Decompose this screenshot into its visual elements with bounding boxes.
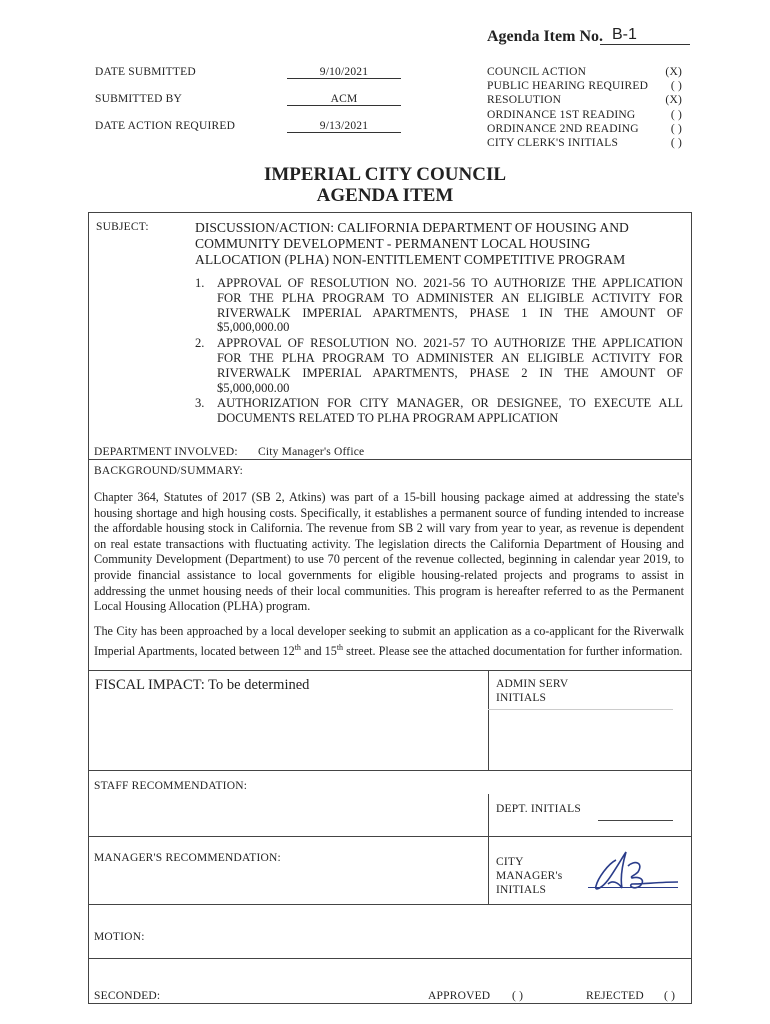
- divider: [88, 770, 691, 771]
- checkbox: (X): [665, 66, 682, 78]
- item-number: 1.: [195, 276, 205, 290]
- date-submitted-value: 9/10/2021: [287, 66, 401, 79]
- item-number: 3.: [195, 396, 205, 411]
- checkbox: ( ): [670, 137, 682, 150]
- divider: [88, 459, 691, 460]
- item-text: APPROVAL OF RESOLUTION NO. 2021-56 TO AUTHORIZE THE APPLICATION FOR THE PLHA PROGRAM TO ADMINISTER AN ELIGIBLE ACTIVITY FOR RIVERWALK IMPERIAL APARTMENTS, PHASE 1 IN THE AMOUNT OF $5,000,000.00: [217, 276, 683, 335]
- checklist-row: CITY CLERK'S INITIALS ( ): [487, 137, 682, 150]
- date-action-label: DATE ACTION REQUIRED: [95, 120, 236, 132]
- checkbox: (X): [665, 94, 682, 107]
- divider: [88, 670, 691, 671]
- rejected-checkbox: ( ): [664, 990, 676, 1002]
- dept-initials-label: DEPT. INITIALS: [496, 803, 581, 815]
- background-paragraph-2: The City has been approached by a local developer seeking to submit an application as a co-applicant for the Riverwalk Imperial Apartments, located between 12th and 15th street. Please see the attached documentation for further information.: [94, 624, 684, 658]
- approved-checkbox: ( ): [512, 990, 524, 1002]
- rejected-label: REJECTED: [586, 990, 644, 1002]
- subject-items: [195, 276, 683, 426]
- staff-recommendation-label: STAFF RECOMMENDATION:: [94, 780, 248, 792]
- checklist-row: COUNCIL ACTION (X): [487, 66, 682, 78]
- agenda-number: [600, 26, 690, 45]
- checklist-row: ORDINANCE 1ST READING ( ): [487, 108, 682, 121]
- checklist: [487, 65, 682, 150]
- department-value: City Manager's Office: [258, 446, 365, 458]
- subject-text: DISCUSSION/ACTION: CALIFORNIA DEPARTMENT OF HOUSING AND COMMUNITY DEVELOPMENT - PERMANENT LOCAL HOUSING ALLOCATION (PLHA) NON-ENTITLEMENT COMPETITIVE PROGRAM: [195, 220, 629, 267]
- divider-vertical: [488, 794, 489, 836]
- signature-icon: [588, 846, 680, 896]
- agenda-number-value: B-1: [612, 26, 637, 43]
- background-paragraph-1: Chapter 364, Statutes of 2017 (SB 2, Atkins) was part of a 15-bill housing package aimed at addressing the state's housing shortage and high housing costs. Specifically, it establishes a permanent source of funding intended to increase the affordable housing stock in California. The revenue from SB 2 will vary from year to year, as revenue is dependent on real estate transactions with fluctuating activity. The legislation directs the California Department of Housing and Community Development (Department) to use 70 percent of the revenue collected, beginning in calendar year 2019, to provide financial assistance to local governments for eligible housing-related projects and programs to assist in addressing the unmet housing needs of their local communities. This program is hereafter referred to as the Permanent Local Housing Allocation (PLHA) program.: [94, 490, 684, 614]
- item-text: AUTHORIZATION FOR CITY MANAGER, OR DESIGNEE, TO EXECUTE ALL DOCUMENTS RELATED TO PLHA PROGRAM APPLICATION: [217, 396, 683, 426]
- checklist-row: PUBLIC HEARING REQUIRED ( ): [487, 80, 682, 93]
- department-label: DEPARTMENT INVOLVED:: [94, 446, 238, 458]
- checklist-row: ORDINANCE 2ND READING ( ): [487, 122, 682, 135]
- divider-vertical: [488, 836, 489, 904]
- item-number: 2.: [195, 336, 205, 351]
- checkbox: ( ): [670, 80, 682, 93]
- list-item: [195, 396, 683, 426]
- background-label: BACKGROUND/SUMMARY:: [94, 465, 244, 477]
- dept-initials-line: [598, 820, 673, 821]
- date-submitted-label: DATE SUBMITTED: [95, 66, 196, 78]
- divider: [488, 709, 673, 710]
- divider: [88, 958, 691, 959]
- submitted-by-label: SUBMITTED BY: [95, 93, 183, 105]
- date-action-value: 9/13/2021: [287, 120, 401, 133]
- signature-line: [588, 887, 678, 888]
- page-title: IMPERIAL CITY COUNCIL: [263, 164, 507, 185]
- checkbox: ( ): [670, 108, 682, 121]
- approved-label: APPROVED: [428, 990, 491, 1002]
- seconded-label: SECONDED:: [94, 990, 161, 1002]
- item-text: APPROVAL OF RESOLUTION NO. 2021-57 TO AUTHORIZE THE APPLICATION FOR THE PLHA PROGRAM TO ADMINISTER AN ELIGIBLE ACTIVITY FOR RIVERWALK IMPERIAL APARTMENTS, PHASE 2 IN THE AMOUNT OF $5,000,000.00: [217, 336, 683, 395]
- subject-label: SUBJECT:: [96, 221, 149, 233]
- list-item: [195, 276, 683, 335]
- fiscal-impact-label: FISCAL IMPACT: To be determined: [95, 677, 310, 693]
- agenda-item-header: [487, 28, 603, 46]
- divider-vertical: [488, 670, 489, 770]
- manager-recommendation-label: MANAGER'S RECOMMENDATION:: [94, 852, 281, 864]
- checklist-row: RESOLUTION (X): [487, 94, 682, 107]
- motion-label: MOTION:: [94, 931, 145, 943]
- checkbox: ( ): [670, 122, 682, 135]
- divider: [88, 836, 691, 837]
- list-item: [195, 336, 683, 395]
- agenda-label: Agenda Item No.: [487, 28, 603, 45]
- page-subtitle: AGENDA ITEM: [316, 185, 454, 206]
- city-manager-initials-label: CITY MANAGER's INITIALS: [496, 856, 563, 896]
- submitted-by-value: ACM: [287, 93, 401, 106]
- admin-serv-label: ADMIN SERV INITIALS: [496, 678, 569, 704]
- divider: [88, 904, 691, 905]
